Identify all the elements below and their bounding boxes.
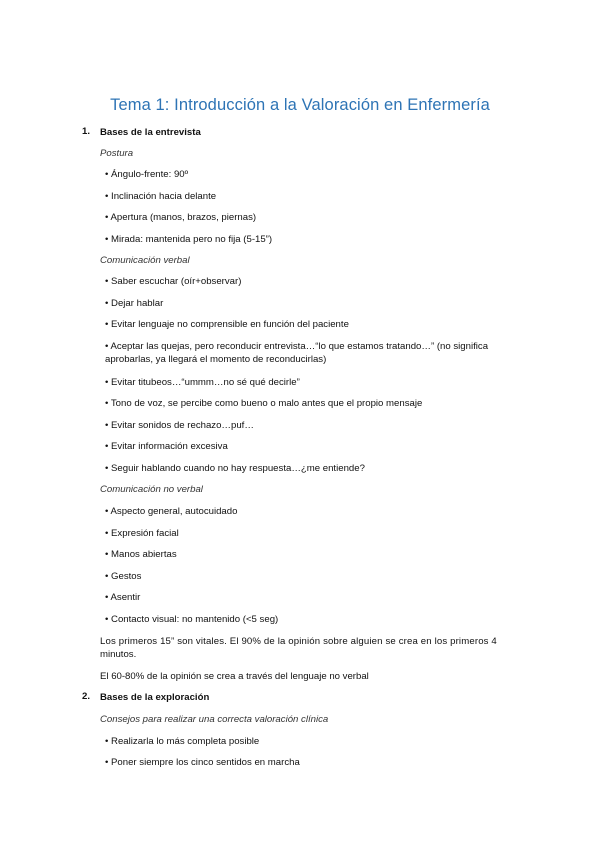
list-item: • Expresión facial [105,527,179,540]
list-item: • Evitar lenguaje no comprensible en función del paciente [105,318,349,331]
subheading-comunicacion-no-verbal: Comunicación no verbal [100,484,203,495]
list-item: • Dejar hablar [105,297,163,310]
list-item: • Aceptar las quejas, pero reconducir entrevista…“lo que estamos tratando…” (no significa [105,340,488,353]
list-item-continuation: aprobarlas, ya llegará el momento de reconducirlas) [105,354,327,365]
list-item: • Ángulo-frente: 90º [105,168,188,181]
list-item: • Contacto visual: no mantenido (<5 seg) [105,613,278,626]
subheading-consejos: Consejos para realizar una correcta valoración clínica [100,714,329,725]
list-item: • Gestos [105,570,141,583]
list-item: • Apertura (manos, brazos, piernas) [105,211,256,224]
subheading-comunicacion-verbal: Comunicación verbal [100,255,190,266]
section-2-number: 2. [82,691,91,702]
list-item: • Evitar titubeos…“ummm…no sé qué decirle” [105,376,300,389]
section-1-heading: Bases de la entrevista [100,127,201,138]
list-item: • Mirada: mantenida pero no fija (5-15”) [105,233,272,246]
list-item: • Realizarla lo más completa posible [105,735,259,748]
list-item: • Poner siempre los cinco sentidos en marcha [105,756,300,769]
paragraph: Los primeros 15” son vitales. El 90% de la opinión sobre alguien se crea en los primeros 4 [100,636,497,647]
list-item: • Seguir hablando cuando no hay respuesta…¿me entiende? [105,462,365,475]
section-1-number: 1. [82,126,91,137]
list-item: • Saber escuchar (oír+observar) [105,275,241,288]
list-item: • Evitar información excesiva [105,440,228,453]
list-item: • Inclinación hacia delante [105,190,216,203]
list-item: • Asentir [105,591,140,604]
section-2-heading: Bases de la exploración [100,692,210,703]
subheading-postura: Postura [100,148,134,159]
page-title: Tema 1: Introducción a la Valoración en Enfermería [110,96,490,114]
list-item: • Aspecto general, autocuidado [105,505,237,518]
paragraph-continuation: minutos. [100,649,137,660]
list-item: • Manos abiertas [105,548,177,561]
list-item: • Tono de voz, se percibe como bueno o malo antes que el propio mensaje [105,397,422,410]
paragraph: El 60-80% de la opinión se crea a través del lenguaje no verbal [100,671,369,682]
list-item: • Evitar sonidos de rechazo…puf… [105,419,254,432]
